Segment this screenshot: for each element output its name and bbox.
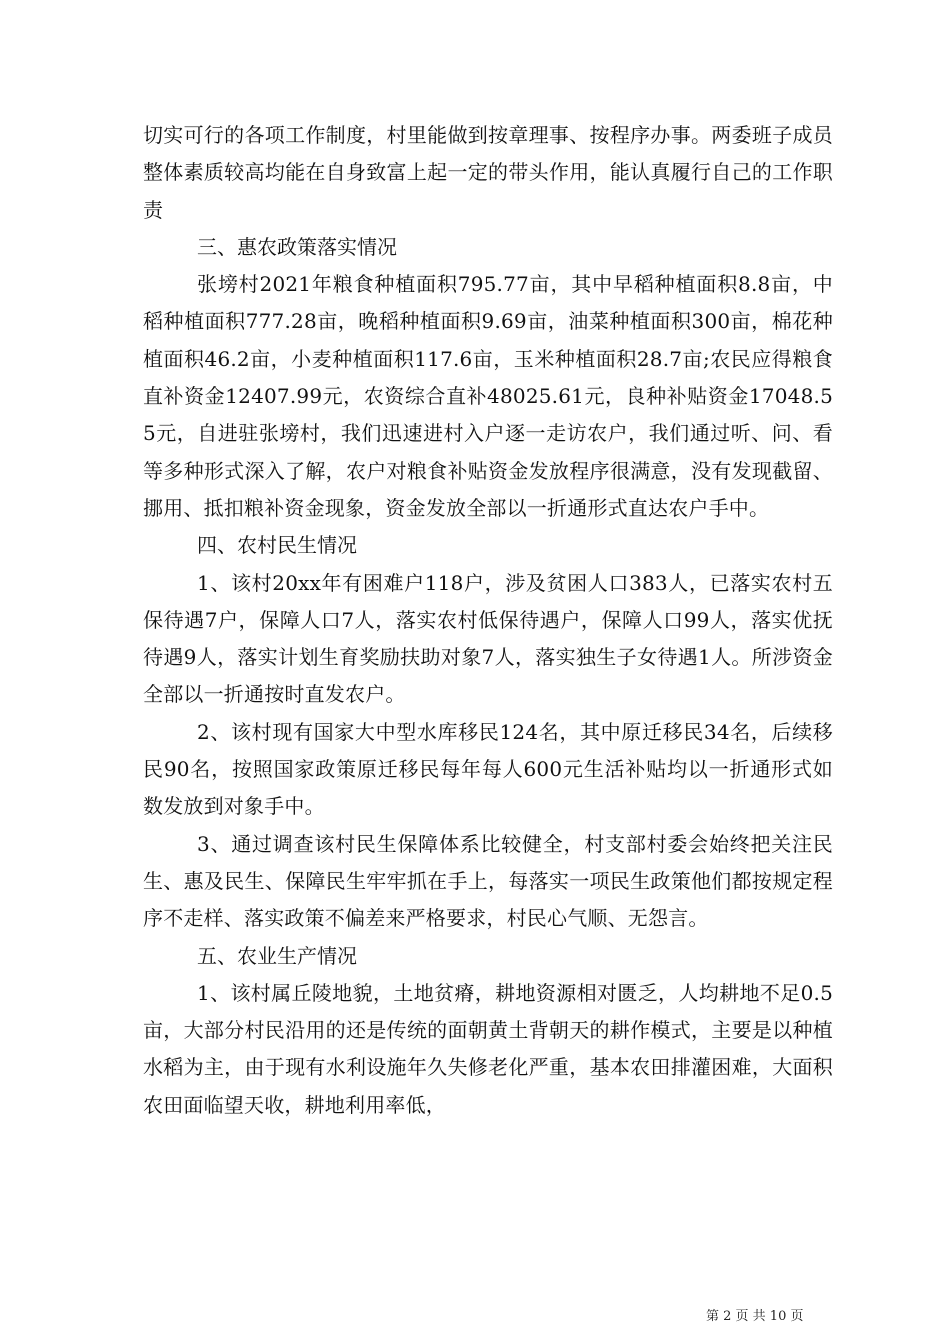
- page-number-footer: 第 2 页 共 10 页: [706, 1309, 804, 1324]
- section-heading-5: 五、农业生产情况: [197, 943, 357, 968]
- paragraph-policy: 张塝村2021年粮食种植面积795.77亩，其中早稻种植面积8.8亩，中稻种植面积777.28亩，晚稻种植面积9.69亩，油菜种植面积300亩，棉花种植面积46.2亩，小麦种植面积117.6亩，玉米种植面积28.7亩;农民应得粮食直补资金12407.99元，农资综合直补48025.61元，良种补贴资金17048.55元，自进驻张塝村，我们迅速进村入户逐一走访农户，我们通过听、问、看等多种形式深入了解，农户对粮食补贴资金发放程序很满意，没有发现截留、挪用、抵扣粮补资金现象，资金发放全部以一折通形式直达农户手中。: [143, 272, 833, 520]
- paragraph-livelihood-1: 1、该村20xx年有困难户118户，涉及贫困人口383人，已落实农村五保待遇7户，保障人口7人，落实农村低保待遇户，保障人口99人，落实优抚待遇9人，落实计划生育奖励扶助对象7人，落实独生子女待遇1人。所涉资金全部以一折通按时直发农户。: [143, 570, 833, 707]
- section-heading-4: 四、农村民生情况: [197, 533, 357, 558]
- document-body: [143, 117, 833, 1124]
- paragraph-livelihood-2: 2、该村现有国家大中型水库移民124名，其中原迁移民34名，后续移民90名，按照国家政策原迁移民每年每人600元生活补贴均以一折通形式如数发放到对象手中。: [143, 719, 833, 819]
- paragraph-agriculture-1: 1、该村属丘陵地貌，土地贫瘠，耕地资源相对匮乏，人均耕地不足0.5亩，大部分村民沿用的还是传统的面朝黄土背朝天的耕作模式，主要是以种植水稻为主，由于现有水利设施年久失修老化严重，基本农田排灌困难，大面积农田面临望天收，耕地利用率低，: [143, 980, 833, 1117]
- paragraph-continued: 切实可行的各项工作制度，村里能做到按章理事、按程序办事。两委班子成员整体素质较高均能在自身致富上起一定的带头作用，能认真履行自己的工作职责: [143, 123, 833, 222]
- paragraph-livelihood-3: 3、通过调查该村民生保障体系比较健全，村支部村委会始终把关注民生、惠及民生、保障民生牢牢抓在手上，每落实一项民生政策他们都按规定程序不走样、落实政策不偏差来严格要求，村民心气顺、无怨言。: [143, 831, 833, 931]
- section-heading-3: 三、惠农政策落实情况: [197, 234, 397, 259]
